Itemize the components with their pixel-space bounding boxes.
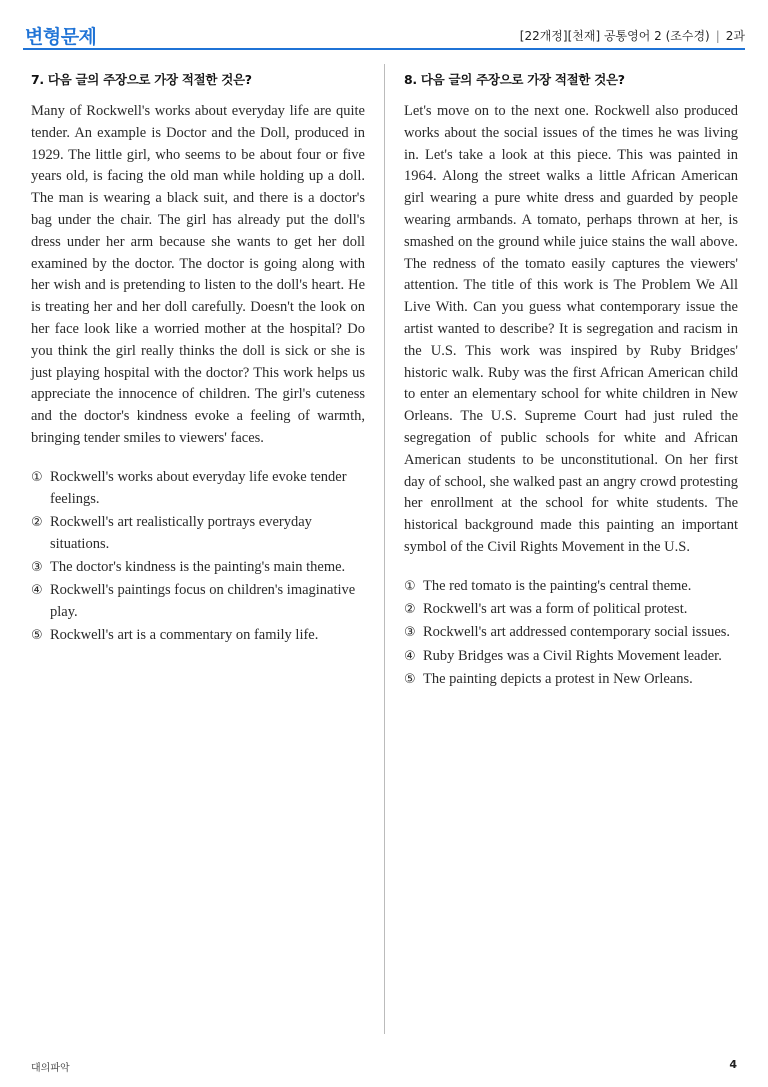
option-text: Rockwell's art was a form of political protest. [423, 601, 688, 618]
question-passage: Let's move on to the next one. Rockwell also produced works about the social issues of the times he was living in. Let's take a look at this piece. This was painted in 1964. Along the street walks a little African American girl wearing a pure white dress and guarded by people wearing armbands. A tomato, perhaps thrown at her, is smashed on the ground while juice stains the wall above. The redness of the tomato easily captures the viewers' attention. The title of this work is The Problem We All Live With. Can you guess what contemporary issue the artist wanted to describe? It is segregation and racism in the U.S. This work was inspired by Ruby Bridges' historic walk. Ruby was the first African American child to enter an elementary school for white children in New Orleans. The U.S. Supreme Court had just ruled the segregation of public schools for white and African American students to be unconstitutional. On her first day of school, she walked past an angry crowd protesting her enrollment at the school for white students. The historical background made this painting an important symbol of the Civil Rights Movement in the U.S. [404, 103, 738, 555]
answer-option[interactable] [404, 622, 738, 644]
question-7 [31, 70, 365, 663]
lesson-label: 2과 [725, 29, 745, 43]
option-number: ① [404, 578, 416, 594]
course-info [520, 27, 745, 44]
option-text: The red tomato is the painting's central theme. [423, 577, 692, 594]
question-8 [404, 70, 738, 707]
option-number: ② [404, 602, 416, 618]
header-separator: | [715, 29, 720, 43]
page-number: 4 [729, 1058, 737, 1071]
option-number: ④ [31, 583, 43, 599]
answer-option[interactable] [404, 669, 738, 691]
column-divider [384, 64, 385, 1034]
brand-title: 변형문제 [25, 26, 97, 48]
answer-option[interactable] [31, 467, 365, 511]
option-text: The doctor's kindness is the painting's main theme. [50, 558, 346, 575]
option-text: Ruby Bridges was a Civil Rights Movement leader. [423, 647, 722, 664]
option-text: The painting depicts a protest in New Orleans. [423, 670, 693, 687]
page-header [23, 18, 745, 50]
option-number: ② [31, 514, 43, 530]
answer-option[interactable] [31, 512, 365, 556]
option-text: Rockwell's works about everyday life evoke tender feelings. [50, 468, 347, 507]
option-number: ⑤ [31, 628, 43, 644]
option-number: ① [31, 469, 43, 485]
option-number: ③ [404, 625, 416, 641]
option-number: ④ [404, 648, 416, 664]
answer-option[interactable] [31, 580, 365, 624]
answer-option[interactable] [404, 599, 738, 621]
option-text: Rockwell's art realistically portrays everyday situations. [50, 513, 312, 552]
option-text: Rockwell's art addressed contemporary social issues. [423, 624, 731, 641]
option-number: ⑤ [404, 671, 416, 687]
answer-option[interactable] [404, 576, 738, 598]
footer-publisher: 대의파악 [31, 1063, 70, 1074]
answer-options [404, 576, 738, 691]
question-passage: Many of Rockwell's works about everyday life are quite tender. An example is Doctor and the Doll, produced in 1929. The little girl, who seems to be about four or five years old, is facing the old man while holding up a doll. The man is wearing a black suit, and there is a doctor's bag under the chair. The girl has already put the doll's dress under her arm because she wants to get her doll examined by the doctor. The doctor is going along with her wish and is pretending to listen to the doll's heart. He is treating her and her doll carefully. Doesn't the look on her face look like a worried mother at the hospital? Do you think the girl really thinks the doll is sick or she is just playing hospital with the doctor? This work helps us appreciate the innocence of children. The girl's cuteness and the doctor's kindness evoke a feeling of warmth, bringing tender smiles to viewers' faces. [31, 103, 365, 446]
option-text: Rockwell's art is a commentary on family life. [50, 627, 319, 644]
answer-options [31, 467, 365, 647]
answer-option[interactable] [404, 646, 738, 668]
answer-option[interactable] [31, 625, 365, 647]
option-text: Rockwell's paintings focus on children's imaginative play. [50, 582, 356, 621]
question-title: 8. 다음 글의 주장으로 가장 적절한 것은? [404, 72, 625, 87]
question-title: 7. 다음 글의 주장으로 가장 적절한 것은? [31, 72, 252, 87]
option-number: ③ [31, 559, 43, 575]
course-title: [22개정][천재] 공통영어 2 (조수경) [519, 29, 710, 43]
answer-option[interactable] [31, 557, 365, 579]
